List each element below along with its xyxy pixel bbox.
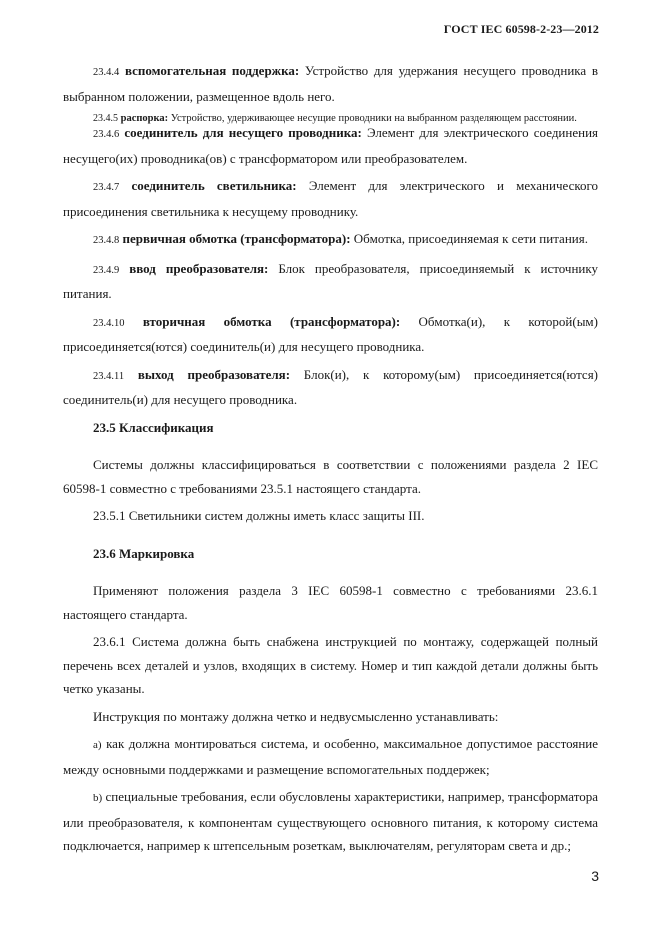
term: соединитель светильника: [131, 178, 297, 193]
term: вторичная обмотка (трансформатора): [142, 313, 401, 329]
list-marker: a) [93, 739, 102, 751]
list-item-b [63, 785, 598, 858]
definition-text: Элемент для электрического соединения несущего(их) проводника(ов) с трансформатором или преобразователем. [63, 125, 599, 166]
list-marker: b) [93, 792, 103, 804]
definition-text: Обмотка, присоединяемая к сети питания. [350, 231, 588, 246]
clause-number: 23.4.8 [93, 235, 120, 246]
list-item-a [63, 732, 598, 781]
clause-23-5-1: 23.5.1 Светильники систем должны иметь класс защиты III. [93, 508, 425, 523]
instruction-intro: Инструкция по монтажу должна четко и недвусмысленно устанавливать: [93, 708, 499, 724]
clause-number: 23.4.6 [93, 129, 120, 140]
clause-number: 23.4.11 [93, 370, 125, 382]
page-number: 3 [591, 868, 599, 884]
definition-23-4-11 [63, 363, 598, 412]
definition-text: Устройство для удержания несущего проводника в выбранном положении, размещенное вдоль него. [63, 63, 598, 104]
clause-number: 23.4.9 [93, 264, 120, 276]
term: выход преобразователя: [137, 366, 291, 382]
definition-23-4-9 [63, 257, 598, 306]
definition-23-4-10 [63, 310, 598, 359]
definition-text: Блок преобразователя, присоединяемый к источнику питания. [63, 260, 598, 301]
term: вспомогательная поддержка: [124, 63, 300, 78]
list-item-text: специальные требования, если обусловлены характеристики, например, трансформатора или преобразователя, к компонентам существующего основного питания, к которому система подключается, например к штепсельным розеткам, выключателям, регуляторам света и др.; [63, 789, 598, 853]
definition-23-4-4 [63, 59, 598, 108]
clause-number: 23.4.5 [93, 113, 118, 124]
clause-number: 23.4.10 [93, 317, 125, 329]
classification-paragraph: Системы должны классифицироваться в соответствии с положениями раздела 2 IEC 60598-1 совместно с требованиями 23.5.1 настоящего стандарта. [63, 457, 598, 496]
definition-text: Блок(и), к которому(ым) присоединяется(ются) соединитель(и) для несущего проводника. [63, 366, 599, 407]
clause-number: 23.4.4 [93, 67, 120, 78]
definition-23-4-6 [63, 121, 598, 170]
definition-text: Обмотка(и), к которой(ым) присоединяется(ются) соединитель(и) для несущего проводника. [63, 313, 598, 354]
section-heading-classification: 23.5 Классификация [93, 419, 214, 435]
clause-number: 23.4.7 [93, 182, 120, 193]
term: соединитель для несущего проводника: [124, 125, 362, 140]
definition-text: Устройство, удерживающее несущие проводники на выбранном разделяющем расстоянии. [168, 113, 577, 124]
document-body [63, 59, 598, 858]
term: распорка: [120, 113, 169, 124]
marking-paragraph: Применяют положения раздела 3 IEC 60598-1 совместно с требованиями 23.6.1 настоящего стандарта. [63, 583, 598, 622]
definition-23-4-8 [63, 227, 598, 253]
definition-23-4-7 [63, 174, 598, 223]
term: первичная обмотка (трансформатора): [122, 231, 351, 246]
term: ввод преобразователя: [129, 260, 269, 276]
section-heading-marking: 23.6 Маркировка [93, 545, 195, 561]
list-item-text: как должна монтироваться система, и особенно, максимальное допустимое расстояние между основными поддержками и размещение вспомогательных поддержек; [63, 736, 598, 777]
definition-text: Элемент для электрического и механического присоединения светильника к несущему проводнику. [63, 178, 599, 219]
document-standard-header: ГОСТ IEC 60598-2-23—2012 [443, 22, 599, 36]
clause-23-6-1: 23.6.1 Система должна быть снабжена инструкцией по монтажу, содержащей полный перечень всех деталей и узлов, входящих в систему. Номер и тип каждой детали должны быть четко указаны. [63, 634, 598, 696]
